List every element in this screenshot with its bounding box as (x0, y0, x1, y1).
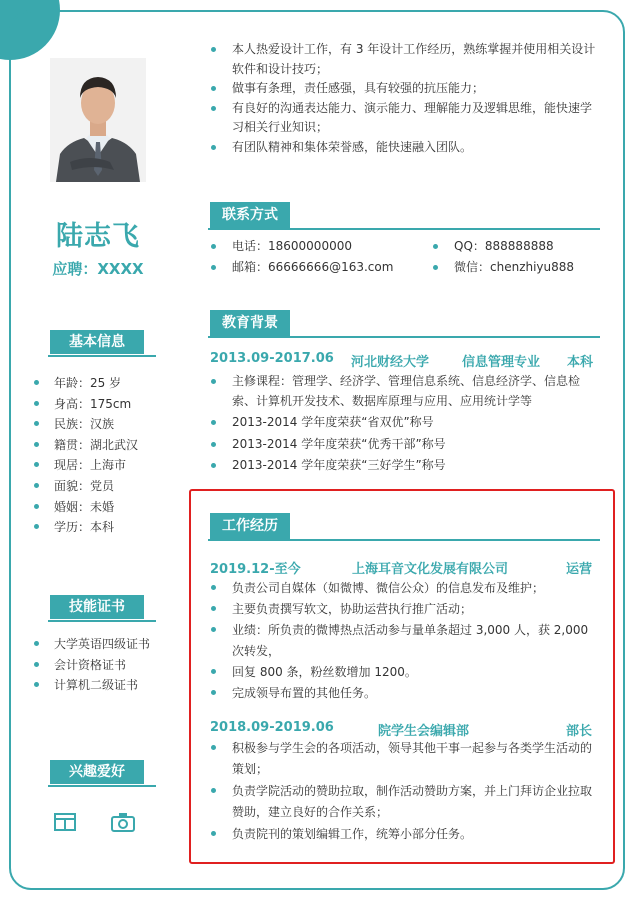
list-item: 有团队精神和集体荣誉感，能快速融入团队。 (208, 138, 596, 158)
list-item: 年龄：25 岁 (34, 373, 138, 394)
list-item: 负责院刊的策划编辑工作，统筹小部分任务。 (208, 824, 600, 845)
list-item: 2013-2014 学年度荣获“三好学生”称号 (208, 456, 600, 476)
list-item: 主要负责撰写软文，协助运营执行推广活动； (208, 599, 600, 620)
education-list (208, 372, 600, 476)
list-item: 籍贯：湖北武汉 (34, 435, 138, 456)
hobbies-heading (48, 760, 154, 786)
basic-info-heading (48, 330, 154, 356)
education-title: 教育背景 (210, 310, 290, 336)
education-major: 信息管理专业 (462, 355, 541, 370)
list-item: 会计资格证书 (34, 655, 150, 676)
education-heading (208, 310, 602, 338)
work-company: 上海耳音文化发展有限公司 (352, 562, 509, 577)
basic-info-title: 基本信息 (50, 330, 144, 354)
list-item: 回复 800 条，粉丝数增加 1200。 (208, 662, 600, 683)
hobbies-title: 兴趣爱好 (50, 760, 144, 784)
portrait-image (50, 58, 146, 182)
list-item: 2013-2014 学年度荣获“优秀干部”称号 (208, 435, 600, 455)
phone-text: 电话：18600000000 (208, 236, 393, 257)
candidate-name: 陆志飞 (56, 221, 140, 252)
basic-info-list (34, 373, 138, 538)
certificates-list (34, 634, 150, 696)
contact-title: 联系方式 (210, 202, 290, 228)
wechat-text: 微信：chenzhiyu888 (430, 257, 574, 278)
list-item: 面貌：党员 (34, 476, 138, 497)
list-item: 积极参与学生会的各项活动，领导其他干事一起参与各类学生活动的策划； (208, 738, 600, 779)
self-introduction-list (208, 40, 596, 157)
contact-left (208, 236, 393, 278)
divider (48, 620, 156, 622)
divider (48, 785, 156, 787)
list-item: 民族：汉族 (34, 414, 138, 435)
contact-heading (208, 202, 602, 230)
list-item: 身高：175cm (34, 394, 138, 415)
list-item: 负责学院活动的赞助拉取，制作活动赞助方案，并上门拜访企业拉取赞助，建立良好的合作关系； (208, 781, 600, 822)
job-objective: 应聘：XXXX (52, 260, 144, 278)
education-school: 河北财经大学 (351, 355, 430, 370)
work-company: 院学生会编辑部 (378, 724, 470, 739)
list-item: 主修课程：管理学、经济学、管理信息系统、信息经济学、信息检索、计算机开发技术、数据库原理与应用、应用统计学等 (208, 372, 600, 411)
list-item: 业绩：所负责的微博热点活动参与量单条超过 3,000 人，获 2,000 次转发， (208, 620, 600, 662)
list-item: 大学英语四级证书 (34, 634, 150, 655)
book-icon (53, 812, 77, 832)
list-item: 2013-2014 学年度荣获“省双优”称号 (208, 413, 600, 433)
contact-right (430, 236, 574, 278)
list-item: 婚姻：未婚 (34, 497, 138, 518)
divider (208, 228, 600, 230)
list-item: 完成领导布置的其他任务。 (208, 683, 600, 704)
education-period: 2013.09-2017.06 (210, 351, 334, 366)
list-item: 学历：本科 (34, 517, 138, 538)
work-title: 工作经历 (210, 513, 290, 539)
work-role: 运营 (566, 562, 593, 577)
certificates-title: 技能证书 (50, 595, 144, 619)
list-item: 本人热爱设计工作，有 3 年设计工作经历，熟练掌握并使用相关设计软件和设计技巧； (208, 40, 596, 79)
certificates-heading (48, 595, 154, 621)
avatar (50, 58, 146, 182)
highlight-box (189, 489, 615, 864)
work-period: 2018.09-2019.06 (210, 720, 334, 735)
work-role: 部长 (566, 724, 593, 739)
list-item: 有良好的沟通表达能力、演示能力、理解能力及逻辑思维，能快速学习相关行业知识； (208, 99, 596, 138)
list-item: 负责公司自媒体（如微博、微信公众）的信息发布及维护； (208, 578, 600, 599)
email-text: 邮箱：66666666@163.com (208, 257, 393, 278)
list-item: 现居：上海市 (34, 455, 138, 476)
work-period: 2019.12-至今 (210, 562, 301, 577)
list-item: 计算机二级证书 (34, 675, 150, 696)
list-item: 做事有条理，责任感强，具有较强的抗压能力； (208, 79, 596, 99)
education-degree: 本科 (567, 355, 594, 370)
camera-icon (111, 812, 135, 832)
qq-text: QQ：888888888 (430, 236, 574, 257)
divider (48, 355, 156, 357)
education-header-row (210, 351, 594, 369)
divider (208, 336, 600, 338)
